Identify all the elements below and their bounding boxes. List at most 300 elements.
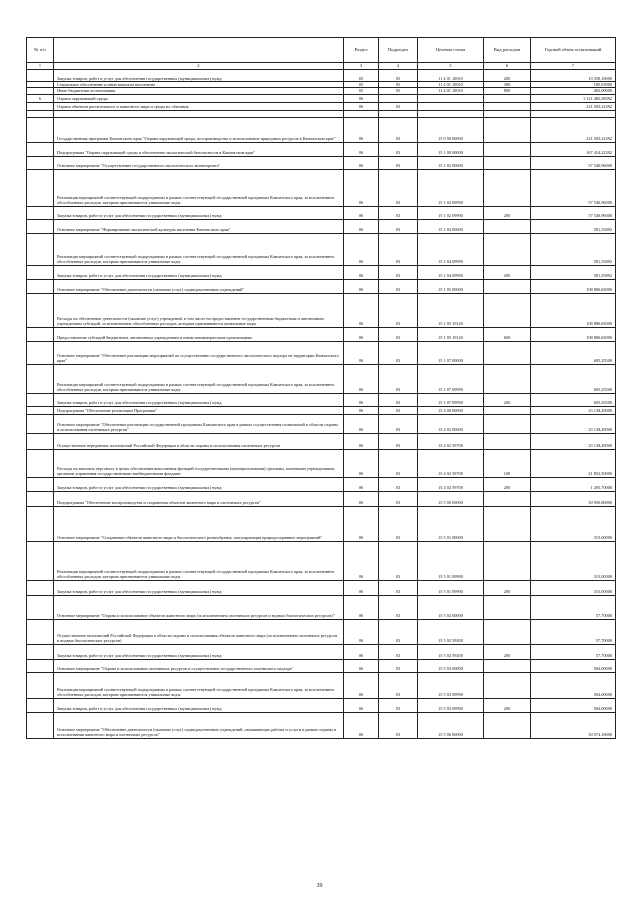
row-section-cell: 06 — [344, 169, 379, 206]
row-target-article-cell: 15 1 07 09990 — [418, 364, 484, 393]
row-section-cell: 06 — [344, 233, 379, 265]
row-expense-type-cell: 200 — [484, 698, 531, 712]
row-name-cell: Иные бюджетные ассигнования — [54, 88, 344, 94]
row-number-cell — [27, 169, 54, 206]
column-index: 3 — [344, 63, 379, 70]
row-subsection-cell: 03 — [379, 449, 418, 477]
row-amount-cell: 57 540,96000 — [531, 156, 616, 169]
row-number-cell — [27, 672, 54, 698]
row-section-cell: 06 — [344, 672, 379, 698]
row-target-article-cell: 15 4 02 59700 — [418, 433, 484, 449]
row-target-article-cell: 15 1 07 00000 — [418, 341, 484, 364]
row-amount-cell: 21 852,50000 — [531, 449, 616, 477]
row-subsection-cell: 03 — [379, 477, 418, 491]
row-target-article-cell: 15 1 04 09990 — [418, 265, 484, 279]
row-name-cell: Подпрограмма "Обеспечение реализации Программы" — [54, 406, 344, 414]
row-name-cell: Расходы на обеспечение деятельности (оказание услуг) учреждений, в том числе на предоставление государственным бюджетным и автономным учреждениям субсидий, за исключением обособленных расходов, которым присваиваются уникальные коды — [54, 293, 344, 327]
column-index: 7 — [531, 63, 616, 70]
row-name-cell: Расходы на выплаты персоналу в целях обеспечения выполнения функций государственными (муниципальными) органами, казенными учреждениями, органами управления государственными внебюджетными фондами — [54, 449, 344, 477]
row-amount-cell: 221 503,22392 — [531, 117, 616, 142]
table-row — [27, 156, 616, 169]
row-section-cell: 06 — [344, 341, 379, 364]
row-expense-type-cell — [484, 94, 531, 102]
row-number-cell — [27, 219, 54, 233]
row-expense-type-cell — [484, 156, 531, 169]
row-amount-cell: 57,70000 — [531, 619, 616, 644]
row-subsection-cell: 03 — [379, 406, 418, 414]
table-row — [27, 698, 616, 712]
row-target-article-cell: 11 4 01 10010 — [418, 82, 484, 88]
row-name-cell: Основное мероприятие "Осуществление государственного экологического мониторинга" — [54, 156, 344, 169]
row-subsection-cell: 03 — [379, 169, 418, 206]
row-expense-type-cell — [484, 619, 531, 644]
row-number-cell — [27, 506, 54, 541]
row-amount-cell: 605,25500 — [531, 341, 616, 364]
row-name-cell: Закупка товаров, работ и услуг для обеспечения государственных (муниципальных) нужд — [54, 644, 344, 659]
row-section-cell: 06 — [344, 619, 379, 644]
row-amount-cell: 30 074,10000 — [531, 712, 616, 738]
row-number-cell — [27, 393, 54, 406]
row-name-cell: Осуществление полномочий Российской Федерации в области охраны и использования объектов животного мира (за исключением охотничьих ресурсов и водных биологических ресурсов) — [54, 619, 344, 644]
table-row — [27, 110, 616, 117]
row-amount-cell: 1 121 485,58392 — [531, 94, 616, 102]
table-row — [27, 206, 616, 219]
table-body — [27, 70, 616, 739]
row-expense-type-cell — [484, 169, 531, 206]
row-subsection-cell: 03 — [379, 433, 418, 449]
row-section-cell: 06 — [344, 393, 379, 406]
row-subsection-cell: 05 — [379, 82, 418, 88]
row-name-cell: Реализация мероприятий соответствующей подпрограммы в рамках соответствующей государственной программы Камчатского края, за исключением обособленных расходов, которым присваиваются уникальные коды — [54, 233, 344, 265]
row-number-cell — [27, 293, 54, 327]
table-row — [27, 341, 616, 364]
row-expense-type-cell — [484, 406, 531, 414]
column-index: 5 — [418, 63, 484, 70]
row-expense-type-cell — [484, 433, 531, 449]
header-section: Раздел — [344, 38, 379, 63]
row-amount-cell: 402,00000 — [531, 88, 616, 94]
row-number-cell — [27, 233, 54, 265]
row-name-cell: Реализация мероприятий соответствующей подпрограммы в рамках соответствующей государственной программы Камчатского края, за исключением обособленных расходов, которым присваиваются уникальные коды — [54, 364, 344, 393]
row-number-cell — [27, 70, 54, 82]
row-section-cell: 06 — [344, 94, 379, 102]
row-expense-type-cell: 100 — [484, 449, 531, 477]
row-number-cell — [27, 364, 54, 393]
row-subsection-cell: 05 — [379, 70, 418, 82]
row-amount-cell: 23 138,20000 — [531, 433, 616, 449]
row-expense-type-cell: 200 — [484, 206, 531, 219]
table-row — [27, 94, 616, 102]
row-target-article-cell: 15 4 02 00000 — [418, 414, 484, 433]
row-name-cell: Основное мероприятие "Обеспечение реализации мероприятий по осуществлению государственного экологического надзора на территории Камчатского края" — [54, 341, 344, 364]
row-target-article-cell: 15 1 05 10140 — [418, 327, 484, 341]
row-expense-type-cell: 200 — [484, 580, 531, 595]
column-index: 6 — [484, 63, 531, 70]
row-name-cell: Основное мероприятие "Обеспечение деятельности (оказание услуг) подведомственных учреждений, оказывающих работы и услуги в рамках охраны и использования животного мира и охотничьих ресурсов" — [54, 712, 344, 738]
table-row — [27, 672, 616, 698]
table-row — [27, 293, 616, 327]
row-amount-cell: 581,35892 — [531, 219, 616, 233]
row-expense-type-cell — [484, 491, 531, 506]
row-name-cell: Государственная программа Камчатского края "Охрана окружающей среды, воспроизводство и использование природных ресурсов в Камчатском крае" — [54, 117, 344, 142]
row-section-cell: 06 — [344, 265, 379, 279]
table-row — [27, 327, 616, 341]
row-expense-type-cell: 200 — [484, 477, 531, 491]
row-expense-type-cell — [484, 506, 531, 541]
row-name-cell: Реализация мероприятий соответствующей подпрограммы в рамках соответствующей государственной программы Камчатского края, за исключением обособленных расходов, которым присваиваются уникальные коды — [54, 672, 344, 698]
row-subsection-cell: 03 — [379, 595, 418, 619]
row-target-article-cell — [418, 102, 484, 110]
row-number-cell — [27, 110, 54, 117]
row-name-cell: Охрана окружающей среды — [54, 94, 344, 102]
row-subsection-cell: 03 — [379, 293, 418, 327]
row-amount-cell: 605,25500 — [531, 393, 616, 406]
row-expense-type-cell: 600 — [484, 327, 531, 341]
row-amount-cell: 10 358,10000 — [531, 70, 616, 82]
row-expense-type-cell — [484, 595, 531, 619]
row-section-cell: 06 — [344, 414, 379, 433]
row-name-cell: Осуществление переданных полномочий Российской Федерации в области охраны и использования охотничьих ресурсов — [54, 433, 344, 449]
row-number-cell — [27, 644, 54, 659]
row-target-article-cell: 15 1 05 00000 — [418, 279, 484, 293]
row-expense-type-cell — [484, 341, 531, 364]
table-row — [27, 265, 616, 279]
row-amount-cell: 504,00000 — [531, 698, 616, 712]
table-row — [27, 595, 616, 619]
table-row — [27, 169, 616, 206]
page-number: 39 — [316, 883, 323, 889]
row-subsection-cell: 03 — [379, 698, 418, 712]
row-amount-cell: 1 285,70000 — [531, 477, 616, 491]
row-section-cell: 06 — [344, 406, 379, 414]
row-expense-type-cell — [484, 117, 531, 142]
row-target-article-cell: 15 5 01 09990 — [418, 541, 484, 580]
row-section-cell: 06 — [344, 491, 379, 506]
row-number-cell — [27, 477, 54, 491]
row-section-cell: 05 — [344, 70, 379, 82]
row-expense-type-cell — [484, 279, 531, 293]
row-amount-cell: 108 886,65000 — [531, 293, 616, 327]
row-number-cell — [27, 414, 54, 433]
row-target-article-cell: 15 5 03 09990 — [418, 698, 484, 712]
row-section-cell: 06 — [344, 327, 379, 341]
row-target-article-cell: 11 4 01 10010 — [418, 70, 484, 82]
row-expense-type-cell — [484, 142, 531, 156]
row-subsection-cell: 03 — [379, 279, 418, 293]
row-number-cell — [27, 206, 54, 219]
row-amount-cell: 315,00000 — [531, 580, 616, 595]
row-target-article-cell: 15 1 02 09990 — [418, 206, 484, 219]
row-section-cell: 06 — [344, 293, 379, 327]
header-subsection: Подраздел — [379, 38, 418, 63]
row-amount-cell: 23 138,20000 — [531, 414, 616, 433]
row-number-cell — [27, 102, 54, 110]
row-subsection-cell: 03 — [379, 117, 418, 142]
row-target-article-cell: 15 4 02 59700 — [418, 449, 484, 477]
table-row — [27, 406, 616, 414]
row-target-article-cell: 15 5 02 59200 — [418, 644, 484, 659]
row-subsection-cell: 03 — [379, 659, 418, 672]
row-number-cell — [27, 659, 54, 672]
row-name-cell: Предоставление субсидий бюджетным, автономным учреждениям и иным некоммерческим организациям — [54, 327, 344, 341]
header-name — [54, 38, 344, 63]
row-expense-type-cell — [484, 219, 531, 233]
row-number-cell — [27, 406, 54, 414]
row-subsection-cell: 03 — [379, 219, 418, 233]
row-subsection-cell: 03 — [379, 327, 418, 341]
row-number-cell — [27, 698, 54, 712]
table-row — [27, 491, 616, 506]
row-number-cell — [27, 327, 54, 341]
table-row — [27, 233, 616, 265]
row-section-cell: 06 — [344, 477, 379, 491]
row-target-article-cell: 15 5 01 09990 — [418, 580, 484, 595]
row-number-cell — [27, 341, 54, 364]
row-section-cell: 06 — [344, 541, 379, 580]
table-row — [27, 364, 616, 393]
row-subsection-cell: 03 — [379, 491, 418, 506]
row-section-cell: 06 — [344, 142, 379, 156]
row-number-cell — [27, 595, 54, 619]
row-target-article-cell: 15 5 03 09990 — [418, 672, 484, 698]
row-section-cell: 06 — [344, 279, 379, 293]
row-expense-type-cell: 300 — [484, 82, 531, 88]
row-name-cell: Подпрограмма "Охрана окружающей среды и обеспечение экологической безопасности в Камчатском крае" — [54, 142, 344, 156]
table-row — [27, 279, 616, 293]
table-row — [27, 433, 616, 449]
row-subsection-cell — [379, 94, 418, 102]
row-subsection-cell: 03 — [379, 712, 418, 738]
row-expense-type-cell — [484, 102, 531, 110]
row-amount-cell: 504,00000 — [531, 672, 616, 698]
row-target-article-cell: 15 4 00 00000 — [418, 406, 484, 414]
row-subsection-cell: 03 — [379, 672, 418, 698]
table-header-row — [27, 38, 616, 63]
table-row — [27, 619, 616, 644]
row-name-cell: Основное мероприятие "Охрана и использование объектов животного мира (за исключением охотничьих ресурсов и водных биологических ресурсов)" — [54, 595, 344, 619]
row-target-article-cell: 15 5 02 59200 — [418, 619, 484, 644]
row-target-article-cell: 15 5 06 00000 — [418, 712, 484, 738]
row-name-cell: Закупка товаров, работ и услуг для обеспечения государственных (муниципальных) нужд — [54, 265, 344, 279]
row-name-cell: Закупка товаров, работ и услуг для обеспечения государственных (муниципальных) нужд — [54, 206, 344, 219]
row-section-cell: 06 — [344, 117, 379, 142]
row-target-article-cell: 15 5 03 00000 — [418, 659, 484, 672]
row-amount-cell: 185,03000 — [531, 82, 616, 88]
row-section-cell — [344, 110, 379, 117]
row-expense-type-cell: 200 — [484, 70, 531, 82]
row-section-cell: 06 — [344, 433, 379, 449]
row-target-article-cell: 15 0 00 00000 — [418, 117, 484, 142]
row-subsection-cell: 03 — [379, 142, 418, 156]
row-target-article-cell: 15 1 05 10140 — [418, 293, 484, 327]
row-subsection-cell: 03 — [379, 341, 418, 364]
row-number-cell — [27, 156, 54, 169]
row-number-cell: 6 — [27, 94, 54, 102]
table-row — [27, 506, 616, 541]
row-amount-cell: 57 540,96000 — [531, 169, 616, 206]
row-name-cell: Закупка товаров, работ и услуг для обеспечения государственных (муниципальных) нужд — [54, 70, 344, 82]
row-number-cell — [27, 449, 54, 477]
row-number-cell — [27, 117, 54, 142]
header-target-article: Целевая статья — [418, 38, 484, 63]
table-row — [27, 102, 616, 110]
row-expense-type-cell: 800 — [484, 88, 531, 94]
row-expense-type-cell — [484, 110, 531, 117]
row-amount-cell: 57 540,96000 — [531, 206, 616, 219]
column-index: 1 — [27, 63, 54, 70]
row-number-cell — [27, 433, 54, 449]
table-row — [27, 659, 616, 672]
row-expense-type-cell: 200 — [484, 644, 531, 659]
table-row — [27, 541, 616, 580]
table-row — [27, 117, 616, 142]
row-name-cell: Основное мероприятие "Охрана и использование охотничьих ресурсов и осуществление государственного охотничьего надзора" — [54, 659, 344, 672]
row-name-cell: Реализация мероприятий соответствующей подпрограммы в рамках соответствующей государственной программы Камчатского края, за исключением обособленных расходов, которым присваиваются уникальные коды — [54, 169, 344, 206]
row-subsection-cell: 03 — [379, 206, 418, 219]
row-section-cell: 06 — [344, 156, 379, 169]
row-amount-cell: 605,25500 — [531, 364, 616, 393]
row-expense-type-cell — [484, 659, 531, 672]
row-amount-cell: 23 138,20000 — [531, 406, 616, 414]
table-row — [27, 219, 616, 233]
table-row — [27, 712, 616, 738]
row-section-cell: 06 — [344, 659, 379, 672]
row-amount-cell: 315,00000 — [531, 541, 616, 580]
table-row — [27, 142, 616, 156]
row-section-cell: 06 — [344, 698, 379, 712]
row-name-cell: Закупка товаров, работ и услуг для обеспечения государственных (муниципальных) нужд — [54, 698, 344, 712]
row-expense-type-cell — [484, 414, 531, 433]
table-row — [27, 477, 616, 491]
row-subsection-cell: 03 — [379, 156, 418, 169]
row-target-article-cell: 15 4 02 59700 — [418, 477, 484, 491]
table-row — [27, 414, 616, 433]
row-name-cell: Основное мероприятие "Сохранение объектов животного мира и биологического разнообразия, популяризация природоохранных мероприятий" — [54, 506, 344, 541]
row-expense-type-cell — [484, 712, 531, 738]
row-name-cell: Социальное обеспечение и иные выплаты населению — [54, 82, 344, 88]
row-subsection-cell — [379, 110, 418, 117]
row-section-cell: 06 — [344, 595, 379, 619]
row-subsection-cell: 05 — [379, 88, 418, 94]
row-name-cell: Основное мероприятие "Формирование экологической культуры населения Камчатского края" — [54, 219, 344, 233]
row-expense-type-cell — [484, 293, 531, 327]
row-amount-cell: 504,00000 — [531, 659, 616, 672]
row-name-cell: Закупка товаров, работ и услуг для обеспечения государственных (муниципальных) нужд — [54, 477, 344, 491]
row-section-cell: 06 — [344, 102, 379, 110]
table-row — [27, 449, 616, 477]
column-index-row — [27, 63, 616, 70]
row-name-cell: Закупка товаров, работ и услуг для обеспечения государственных (муниципальных) нужд — [54, 580, 344, 595]
table-row — [27, 644, 616, 659]
row-number-cell — [27, 279, 54, 293]
row-name-cell: Основное мероприятие "Обеспечение реализации государственной программы Камчатского края в рамках осуществления полномочий в области охраны и использования охотничьих ресурсов" — [54, 414, 344, 433]
row-name-cell: Подпрограмма "Обеспечение воспроизводства и сохранения объектов животного мира и охотничьих ресурсов" — [54, 491, 344, 506]
row-section-cell: 05 — [344, 82, 379, 88]
row-number-cell — [27, 265, 54, 279]
row-name-cell: Основное мероприятие "Обеспечение деятельности (оказание услуг) подведомственных учреждений" — [54, 279, 344, 293]
row-name-cell: Реализация мероприятий соответствующей подпрограммы в рамках соответствующей государственной программы Камчатского края, за исключением обособленных расходов, которым присваиваются уникальные коды — [54, 541, 344, 580]
row-subsection-cell: 03 — [379, 541, 418, 580]
row-number-cell — [27, 142, 54, 156]
row-section-cell: 06 — [344, 364, 379, 393]
row-amount-cell: 581,35892 — [531, 233, 616, 265]
row-subsection-cell: 03 — [379, 580, 418, 595]
row-amount-cell — [531, 110, 616, 117]
row-expense-type-cell: 200 — [484, 265, 531, 279]
row-target-article-cell: 15 1 04 00000 — [418, 219, 484, 233]
row-target-article-cell: 11 4 01 10010 — [418, 88, 484, 94]
row-number-cell — [27, 580, 54, 595]
row-target-article-cell: 15 5 01 00000 — [418, 506, 484, 541]
row-section-cell: 06 — [344, 219, 379, 233]
table-row — [27, 580, 616, 595]
row-expense-type-cell: 200 — [484, 393, 531, 406]
row-subsection-cell: 03 — [379, 265, 418, 279]
row-subsection-cell: 03 — [379, 364, 418, 393]
row-expense-type-cell — [484, 541, 531, 580]
row-subsection-cell: 03 — [379, 619, 418, 644]
row-target-article-cell — [418, 94, 484, 102]
table-row — [27, 70, 616, 82]
row-target-article-cell: 15 5 00 00000 — [418, 491, 484, 506]
row-section-cell: 05 — [344, 88, 379, 94]
header-expense-type: Вид расходов — [484, 38, 531, 63]
row-section-cell: 06 — [344, 449, 379, 477]
row-name-cell: Охрана объектов растительного и животного мира и среды их обитания — [54, 102, 344, 110]
row-amount-cell: 167 414,22392 — [531, 142, 616, 156]
row-amount-cell: 108 886,65000 — [531, 279, 616, 293]
row-amount-cell: 108 886,65000 — [531, 327, 616, 341]
row-amount-cell: 57,70000 — [531, 595, 616, 619]
row-target-article-cell: 15 5 02 00000 — [418, 595, 484, 619]
row-subsection-cell: 03 — [379, 414, 418, 433]
row-expense-type-cell — [484, 233, 531, 265]
row-amount-cell: 581,35892 — [531, 265, 616, 279]
header-annual-amount: Годовой объем ассигнований — [531, 38, 616, 63]
table-row — [27, 393, 616, 406]
row-target-article-cell — [418, 110, 484, 117]
row-target-article-cell: 15 1 02 00000 — [418, 156, 484, 169]
row-subsection-cell: 03 — [379, 393, 418, 406]
row-number-cell — [27, 491, 54, 506]
row-section-cell: 06 — [344, 580, 379, 595]
row-name-cell — [54, 110, 344, 117]
row-section-cell: 06 — [344, 206, 379, 219]
row-number-cell — [27, 541, 54, 580]
row-expense-type-cell — [484, 672, 531, 698]
row-target-article-cell: 15 1 04 09990 — [418, 233, 484, 265]
row-subsection-cell: 03 — [379, 644, 418, 659]
row-section-cell: 06 — [344, 644, 379, 659]
row-amount-cell: 30 950,80000 — [531, 491, 616, 506]
row-number-cell — [27, 712, 54, 738]
header-number: № п/п — [27, 38, 54, 63]
row-target-article-cell: 15 1 07 09990 — [418, 393, 484, 406]
row-number-cell — [27, 619, 54, 644]
row-amount-cell: 315,00000 — [531, 506, 616, 541]
row-section-cell: 06 — [344, 712, 379, 738]
row-amount-cell: 57,70000 — [531, 644, 616, 659]
row-expense-type-cell — [484, 364, 531, 393]
row-target-article-cell: 15 1 02 09990 — [418, 169, 484, 206]
row-target-article-cell: 15 1 00 00000 — [418, 142, 484, 156]
column-index: 4 — [379, 63, 418, 70]
row-name-cell: Закупка товаров, работ и услуг для обеспечения государственных (муниципальных) нужд — [54, 393, 344, 406]
budget-allocation-table — [26, 37, 616, 739]
row-subsection-cell: 03 — [379, 506, 418, 541]
column-index: 2 — [54, 63, 344, 70]
row-subsection-cell: 03 — [379, 233, 418, 265]
